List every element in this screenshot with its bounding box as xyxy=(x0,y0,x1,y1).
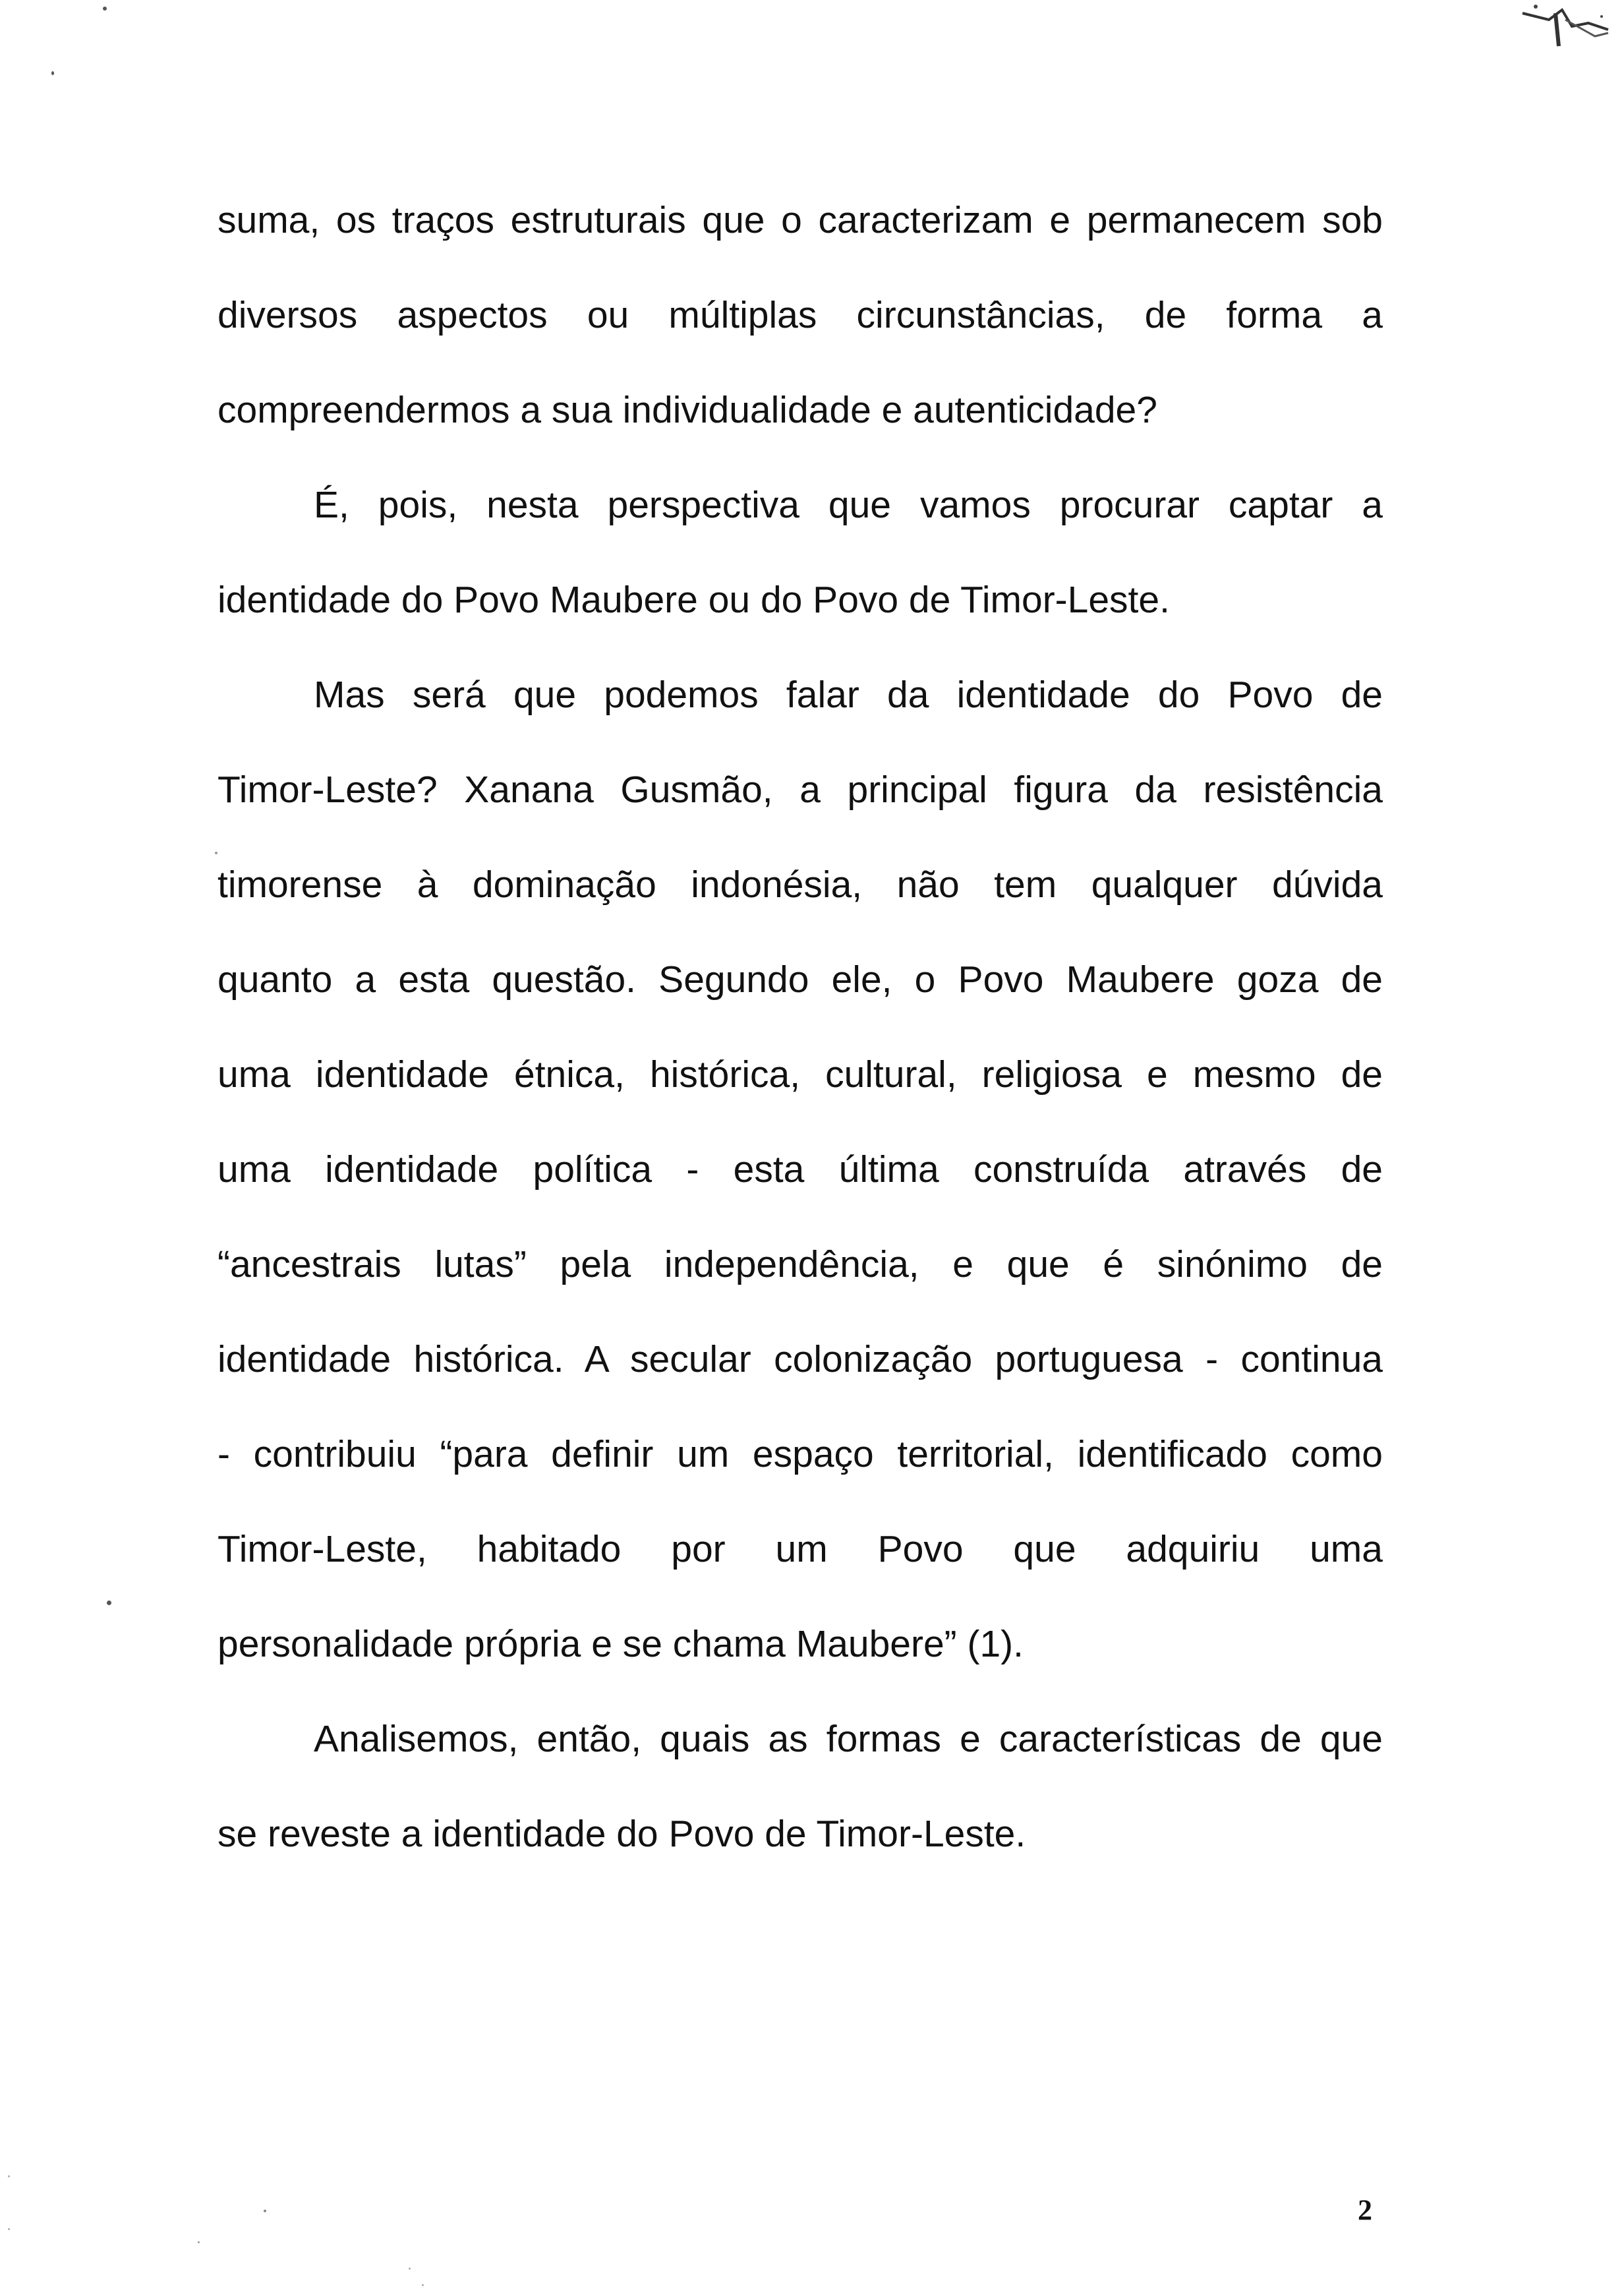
text-line: compreendermos a sua individualidade e autenticidade? xyxy=(218,389,1157,431)
scan-speck xyxy=(51,71,54,75)
scan-speck xyxy=(8,2228,10,2230)
text-line: É, pois, nesta perspectiva que vamos procurar captar a xyxy=(314,484,1383,526)
scan-speck xyxy=(103,7,107,11)
text-line: Timor-Leste? Xanana Gusmão, a principal figura da resistência xyxy=(218,769,1383,811)
text-line: personalidade própria e se chama Maubere” (1). xyxy=(218,1623,1024,1665)
scan-speck xyxy=(422,2284,424,2286)
scan-speck xyxy=(107,1601,111,1605)
text-line: suma, os traços estruturais que o caracterizam e permanecem sob xyxy=(218,199,1383,241)
body-text xyxy=(218,173,1383,1881)
text-line: identidade do Povo Maubere ou do Povo de Timor-Leste. xyxy=(218,579,1170,621)
scan-artifact-mark xyxy=(1509,0,1615,59)
scan-speck xyxy=(215,852,218,854)
text-line: “ancestrais lutas” pela independência, e que é sinónimo de xyxy=(218,1243,1383,1285)
text-line: Analisemos, então, quais as formas e características de que xyxy=(314,1718,1383,1760)
text-line: quanto a esta questão. Segundo ele, o Povo Maubere goza de xyxy=(218,958,1383,1001)
page-number: 2 xyxy=(1358,2194,1372,2226)
text-line: uma identidade étnica, histórica, cultural, religiosa e mesmo de xyxy=(218,1053,1383,1096)
text-line: diversos aspectos ou múltiplas circunstâncias, de forma a xyxy=(218,294,1383,336)
text-line: se reveste a identidade do Povo de Timor-Leste. xyxy=(218,1813,1026,1855)
text-line: Mas será que podemos falar da identidade do Povo de xyxy=(314,674,1383,716)
text-line: identidade histórica. A secular colonização portuguesa - continua xyxy=(218,1338,1383,1380)
text-line: Timor-Leste, habitado por um Povo que adquiriu uma xyxy=(218,1528,1383,1570)
scan-speck xyxy=(264,2210,266,2212)
text-line: - contribuiu “para definir um espaço territorial, identificado como xyxy=(218,1433,1383,1475)
scan-speck xyxy=(198,2241,200,2243)
text-line: timorense à dominação indonésia, não tem qualquer dúvida xyxy=(218,864,1383,906)
text-line: uma identidade política - esta última construída através de xyxy=(218,1148,1383,1191)
scan-speck xyxy=(8,2175,10,2177)
scan-speck xyxy=(409,2268,411,2270)
